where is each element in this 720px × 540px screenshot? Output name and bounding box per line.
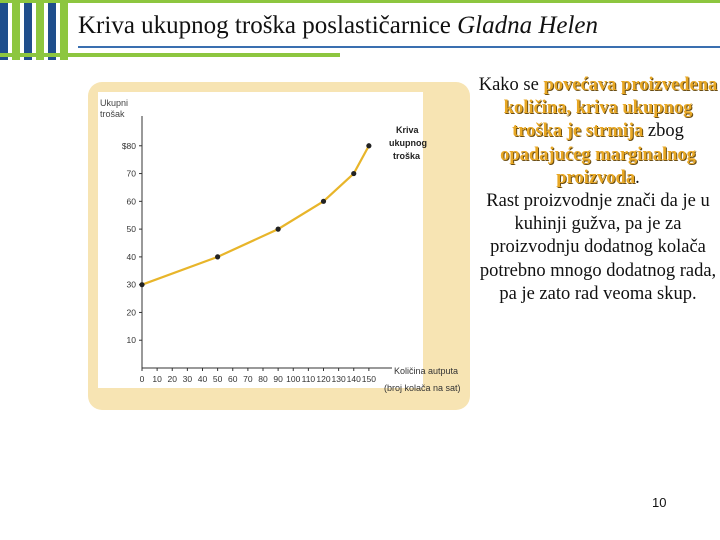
chart-panel: [88, 82, 470, 410]
y-tick-label: 20: [126, 307, 136, 318]
data-point: [215, 254, 220, 259]
explanation-period: .: [635, 167, 640, 188]
data-point: [351, 171, 356, 176]
y-tick-label: 10: [126, 335, 136, 346]
x-tick-label: 70: [243, 374, 253, 384]
y-tick-label: 40: [126, 251, 136, 262]
y-axis-label-2: trošak: [100, 109, 125, 119]
accent-bar-2: [12, 0, 20, 60]
x-tick-label: 80: [258, 374, 268, 384]
explanation-text: [478, 74, 718, 306]
explanation-mid: zbog: [643, 121, 684, 142]
curve-label-1: Kriva: [396, 125, 419, 135]
x-tick-label: 130: [331, 374, 346, 384]
title-italic: Gladna Helen: [457, 12, 599, 39]
x-axis-label-1: Količina autputa: [394, 366, 459, 376]
data-point: [139, 282, 144, 287]
x-tick-label: 140: [346, 374, 361, 384]
data-point: [276, 227, 281, 232]
accent-bar-4: [36, 0, 44, 60]
accent-bar-3: [24, 0, 32, 60]
x-tick-label: 30: [182, 374, 193, 384]
total-cost-chart: [88, 82, 470, 410]
slide-title: [78, 12, 598, 40]
x-tick-label: 20: [167, 374, 177, 384]
page-number: 10: [652, 495, 667, 510]
highlight-steeper-curve: povećava proizvedena količina, kriva ukupnog troška je strmija: [503, 75, 718, 142]
explanation-paragraph-2: Rast proizvodnje znači da je u kuhinji gužva, pa je za proizvodnju dodatnog kolača potrebno mnogo dodatnog rada, pa je zato rad veoma skup.: [479, 191, 717, 304]
title-underline: [78, 46, 720, 48]
y-tick-label: 50: [126, 224, 136, 235]
accent-bar-1: [0, 0, 8, 60]
accent-bar-6: [60, 0, 68, 60]
accent-strip-2: [0, 53, 340, 57]
x-tick-label: 120: [316, 374, 331, 384]
y-tick-label: $80: [121, 140, 136, 151]
curve-label-2: ukupnog: [389, 138, 427, 148]
x-tick-label: 110: [301, 374, 316, 384]
x-tick-label: 90: [273, 374, 283, 384]
x-tick-label: 40: [197, 374, 208, 384]
title-text: Kriva ukupnog troška poslastičarnice: [78, 12, 458, 39]
highlight-diminishing-marginal-product: opadajućeg marginalnog proizvoda: [500, 144, 696, 188]
curve-label-3: troška: [393, 151, 421, 161]
y-axis-label-1: Ukupni: [100, 98, 129, 108]
y-tick-label: 70: [126, 168, 136, 179]
x-tick-label: 10: [152, 374, 162, 384]
y-tick-label: 60: [126, 196, 136, 207]
y-tick-label: 30: [126, 279, 136, 290]
x-tick-label: 150: [361, 374, 376, 384]
x-tick-label: 0: [139, 374, 145, 384]
explanation-intro: Kako se: [478, 75, 544, 95]
x-tick-label: 100: [286, 374, 301, 384]
accent-bar-5: [48, 0, 56, 60]
data-point: [321, 199, 326, 204]
accent-strip-1: [0, 0, 720, 3]
plot-background: [98, 92, 423, 388]
x-axis-label-2: (broj kolača na sat): [384, 383, 461, 393]
x-tick-label: 60: [228, 374, 238, 384]
data-point: [366, 143, 371, 148]
x-tick-label: 50: [212, 374, 223, 384]
